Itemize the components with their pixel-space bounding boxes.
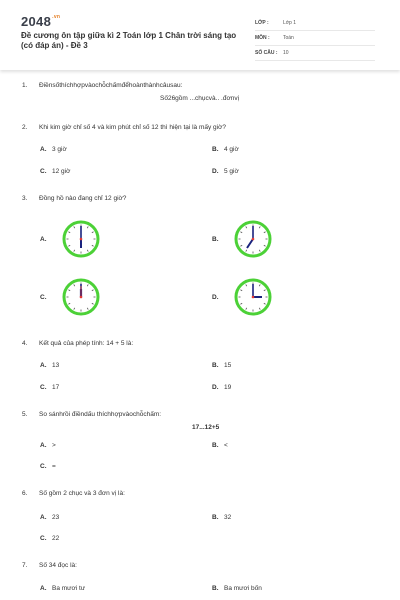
- logo-text: 2048: [21, 14, 52, 29]
- question-5-expression: 17...12+5: [192, 424, 220, 431]
- option-a[interactable]: [40, 514, 59, 521]
- clock-b-icon[interactable]: [233, 219, 273, 259]
- option-b[interactable]: [212, 362, 231, 369]
- option-label: A.: [40, 236, 47, 243]
- option-b[interactable]: [212, 442, 228, 449]
- option-text: 15: [224, 362, 232, 369]
- question-number: 5.: [22, 411, 28, 418]
- question-number: 2.: [22, 124, 28, 131]
- option-d[interactable]: [212, 294, 224, 301]
- option-text: 12 giờ: [52, 168, 71, 175]
- option-label: A.: [40, 514, 47, 521]
- question-number: 3.: [22, 195, 28, 202]
- option-text: >: [52, 442, 56, 449]
- option-label: C.: [40, 535, 47, 542]
- question-text: Khi kim giờ chỉ số 4 và kim phút chỉ số 12 thì hiện tại là mấy giờ?: [39, 124, 226, 131]
- option-text: 3 giờ: [52, 146, 67, 153]
- info-row-count: [255, 46, 375, 61]
- option-b[interactable]: [212, 514, 231, 521]
- option-label: B.: [212, 362, 219, 369]
- info-value: Lớp 1: [283, 20, 297, 26]
- question-text: Đồng hồ nào đang chỉ 12 giờ?: [39, 195, 127, 202]
- question-2: [22, 124, 226, 131]
- info-value: 10: [283, 50, 289, 56]
- option-b[interactable]: [212, 236, 224, 243]
- question-text: So sánhrồi điềndấu thíchhợpvàochỗchấm:: [39, 411, 162, 418]
- info-key: MÔN :: [255, 35, 270, 41]
- question-1-sentence: Số26gồm ...chụcvà.. .đơnvị: [160, 95, 240, 102]
- option-label: C.: [40, 463, 47, 470]
- option-text: 23: [52, 514, 60, 521]
- option-a[interactable]: [40, 146, 67, 153]
- option-text: =: [52, 463, 56, 470]
- question-6: [22, 490, 125, 497]
- option-c[interactable]: [40, 168, 70, 175]
- info-row-subject: [255, 31, 375, 46]
- option-text: 32: [224, 514, 232, 521]
- option-b[interactable]: [212, 146, 239, 153]
- page-title: Đề cương ôn tập giữa kì 2 Toán lớp 1 Chân trời sáng tạo (có đáp án) - Đề 3: [21, 31, 237, 50]
- question-number: 7.: [22, 562, 28, 569]
- option-d[interactable]: [212, 168, 239, 175]
- clock-d-icon[interactable]: [233, 277, 273, 317]
- option-label: B.: [212, 585, 219, 592]
- question-text: Điềnsốthíchhợpvàochỗchấmđểhoànthànhcâusau:: [39, 82, 183, 89]
- option-d[interactable]: [212, 384, 231, 391]
- info-value: Toán: [283, 35, 294, 41]
- header: [0, 0, 400, 70]
- option-text: <: [224, 442, 228, 449]
- option-label: D.: [212, 294, 219, 301]
- info-key: LỚP :: [255, 20, 269, 26]
- info-key: SỐ CÂU :: [255, 50, 278, 56]
- option-label: D.: [212, 168, 219, 175]
- question-number: 6.: [22, 490, 28, 497]
- question-number: 1.: [22, 82, 28, 89]
- option-c[interactable]: [40, 384, 59, 391]
- question-text: Số gồm 2 chục và 3 đơn vị là:: [39, 490, 125, 497]
- info-panel: [255, 16, 375, 61]
- question-number: 4.: [22, 340, 28, 347]
- question-4: [22, 340, 133, 347]
- option-c[interactable]: [40, 535, 59, 542]
- option-text: Ba mươi tư: [52, 585, 86, 592]
- question-7: [22, 562, 77, 569]
- option-c[interactable]: [40, 463, 56, 470]
- option-label: D.: [212, 384, 219, 391]
- option-label: A.: [40, 585, 47, 592]
- option-label: B.: [212, 514, 219, 521]
- logo[interactable]: [21, 14, 60, 29]
- option-label: A.: [40, 146, 47, 153]
- option-text: 5 giờ: [224, 168, 239, 175]
- option-a[interactable]: [40, 585, 85, 592]
- option-label: B.: [212, 442, 219, 449]
- question-5: [22, 411, 161, 418]
- question-3: [22, 195, 126, 202]
- option-label: B.: [212, 146, 219, 153]
- option-text: Ba mươi bốn: [224, 585, 262, 592]
- question-text: Kết quả của phép tính: 14 + 5 là:: [39, 340, 134, 347]
- option-a[interactable]: [40, 362, 59, 369]
- option-a[interactable]: [40, 442, 56, 449]
- option-text: 19: [224, 384, 232, 391]
- option-label: C.: [40, 384, 47, 391]
- option-c[interactable]: [40, 294, 52, 301]
- option-label: A.: [40, 362, 47, 369]
- option-text: 22: [52, 535, 60, 542]
- clock-a-icon[interactable]: [61, 219, 101, 259]
- info-row-class: [255, 16, 375, 31]
- question-1: [22, 82, 182, 89]
- option-a[interactable]: [40, 236, 52, 243]
- option-b[interactable]: [212, 585, 262, 592]
- option-label: C.: [40, 294, 47, 301]
- option-text: 4 giờ: [224, 146, 239, 153]
- clock-c-icon[interactable]: [61, 277, 101, 317]
- logo-suffix: .vn: [52, 14, 61, 20]
- option-label: C.: [40, 168, 47, 175]
- option-label: B.: [212, 236, 219, 243]
- option-text: 13: [52, 362, 60, 369]
- option-label: A.: [40, 442, 47, 449]
- question-text: Số 34 đọc là:: [39, 562, 77, 569]
- option-text: 17: [52, 384, 60, 391]
